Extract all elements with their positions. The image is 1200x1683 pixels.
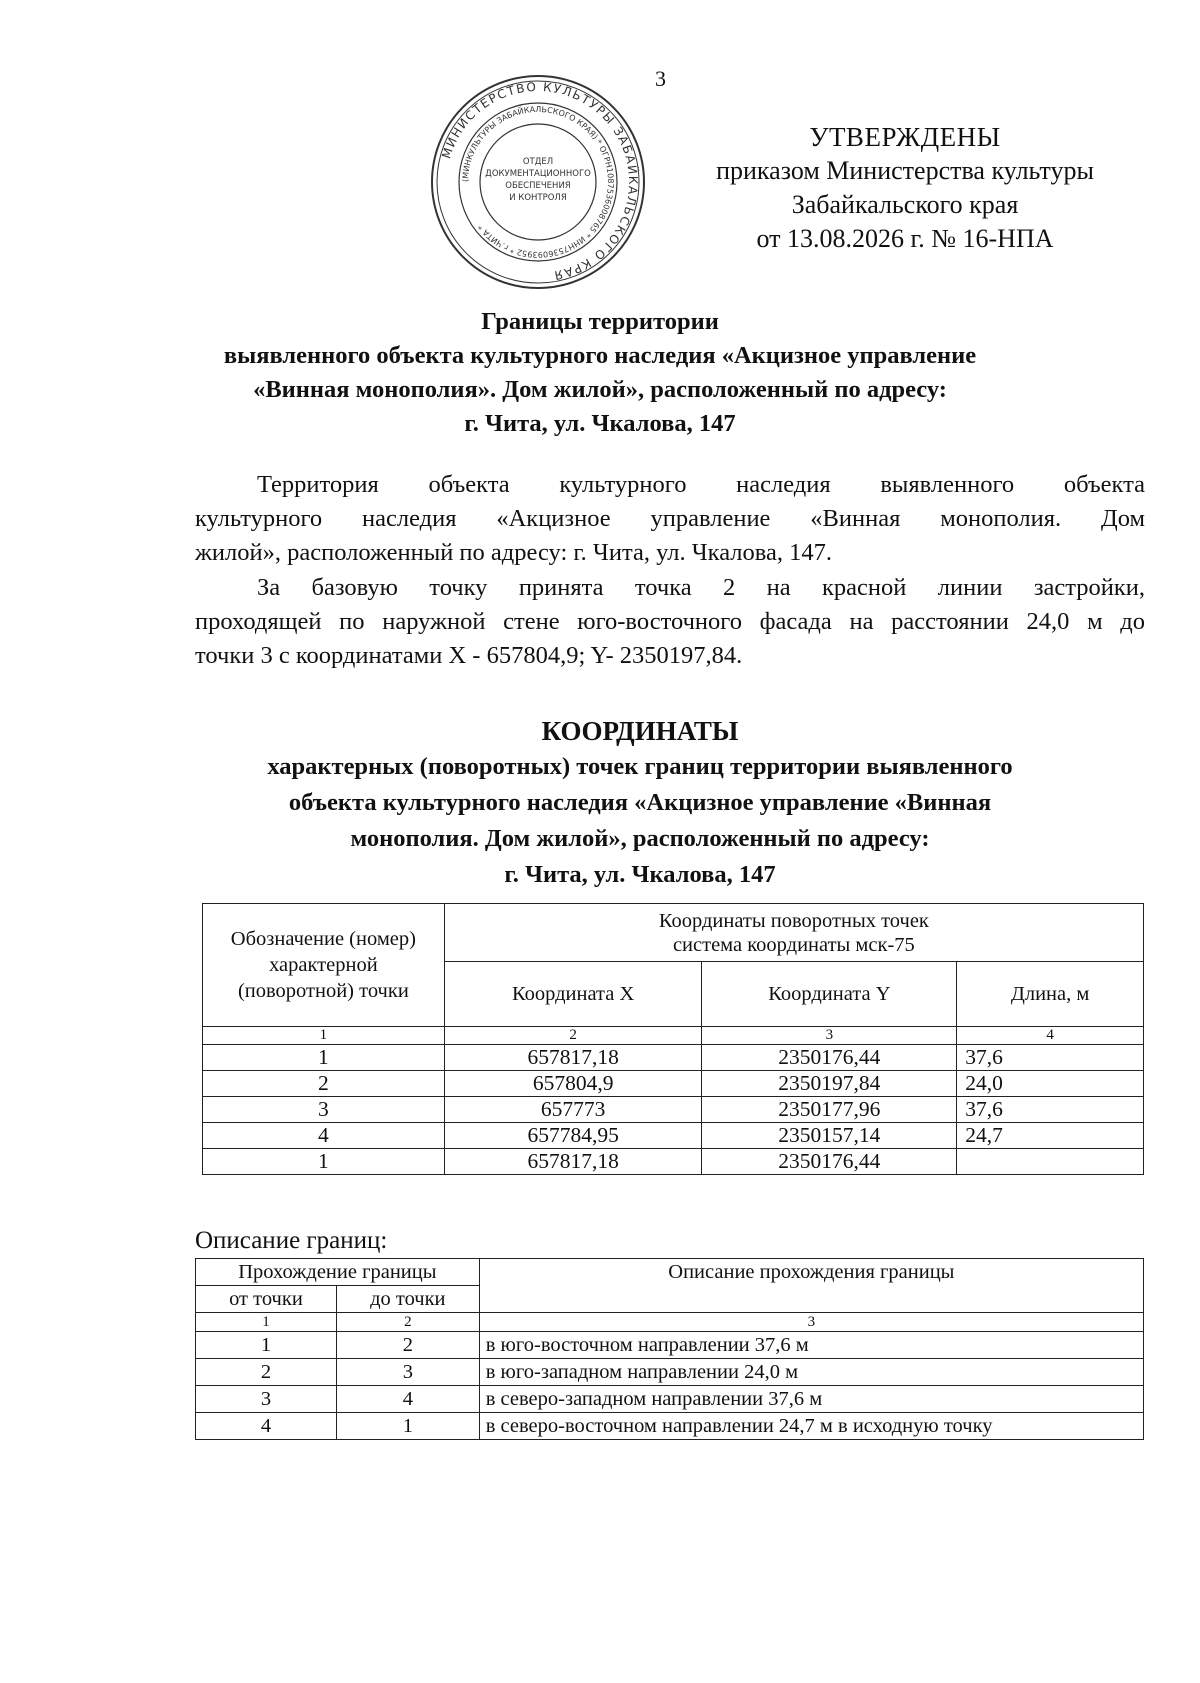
header-length: Длина, м (957, 962, 1144, 1027)
official-seal-stamp (428, 72, 648, 292)
coordinates-table (202, 903, 1144, 1175)
paragraph2-line-2: проходящей по наружной стене юго-восточного фасада на расстоянии 24,0 м до (195, 608, 1145, 635)
header-description: Описание прохождения границы (479, 1259, 1143, 1313)
page-number: 3 (655, 66, 666, 91)
description-label: Описание границ: (195, 1227, 388, 1254)
table-row: 2 3 в юго-западном направлении 24,0 м (196, 1359, 1144, 1386)
coordinates-heading: КООРДИНАТЫ (541, 716, 739, 746)
seal-center-line-1: ОТДЕЛ (522, 157, 554, 167)
coordinates-title (200, 713, 1080, 893)
seal-inner-ring-text: (МИНКУЛЬТУРЫ ЗАБАЙКАЛЬСКОГО КРАЯ) * ОГРН1087536008765 * ИНН7536093952 * г.ЧИТА * (460, 104, 616, 260)
approval-line-1: приказом Министерства культуры (716, 156, 1094, 185)
column-number-row: 1 2 3 4 (203, 1027, 1144, 1045)
coordinates-title-line-5: г. Чита, ул. Чкалова, 147 (504, 861, 776, 888)
paragraph1-line-1: Территория объекта культурного наследия выявленного объекта (257, 471, 1145, 498)
title-line-3: «Винная монополия». Дом жилой», расположенный по адресу: (253, 376, 947, 403)
seal-center-line-2: ДОКУМЕНТАЦИОННОГО (485, 169, 591, 179)
header-coordinate-x: Координата X (444, 962, 702, 1027)
coordinates-title-line-3: объекта культурного наследия «Акцизное управление «Винная (288, 789, 992, 816)
table-row: 1 657817,18 2350176,44 37,6 (203, 1045, 1144, 1071)
header-point-number: Обозначение (номер) характерной (поворотной) точки (203, 904, 445, 1027)
table-row: 3 4 в северо-западном направлении 37,6 м (196, 1386, 1144, 1413)
paragraph1-line-2: культурного наследия «Акцизное управление «Винная монополия. Дом (195, 505, 1145, 532)
column-number-row: 1 2 3 (196, 1313, 1144, 1332)
header-passage: Прохождение границы (196, 1259, 480, 1286)
table-row: 3 657773 2350177,96 37,6 (203, 1097, 1144, 1123)
coordinates-title-line-4: монополия. Дом жилой», расположенный по адресу: (350, 825, 930, 852)
paragraph2-line-1: За базовую точку принята точка 2 на красной линии застройки, (257, 574, 1145, 601)
header-coordinate-y: Координата Y (702, 962, 957, 1027)
paragraph-territory (195, 468, 1145, 570)
header-from-point: от точки (196, 1286, 337, 1313)
paragraph1-line-3: жилой», расположенный по адресу: г. Чита, ул. Чкалова, 147. (195, 539, 833, 566)
coordinates-title-line-2: характерных (поворотных) точек границ территории выявленного (267, 753, 1013, 780)
title-line-2: выявленного объекта культурного наследия «Акцизное управление (223, 342, 977, 369)
title-line-1: Границы территории (481, 308, 719, 335)
approval-heading: УТВЕРЖДЕНЫ (809, 122, 1001, 152)
header-to-point: до точки (336, 1286, 479, 1313)
approval-line-3: от 13.08.2026 г. № 16-НПА (756, 224, 1054, 253)
approval-line-2: Забайкальского края (791, 190, 1019, 219)
table-row: 4 657784,95 2350157,14 24,7 (203, 1123, 1144, 1149)
paragraph-base-point (195, 571, 1145, 673)
header-coordinates-group: Координаты поворотных точек система координаты мск-75 (444, 904, 1143, 962)
document-title (200, 305, 1000, 441)
title-line-4: г. Чита, ул. Чкалова, 147 (464, 410, 736, 437)
table-row: 1 2 в юго-восточном направлении 37,6 м (196, 1332, 1144, 1359)
seal-ring-text: МИНИСТЕРСТВО КУЛЬТУРЫ ЗАБАЙКАЛЬСКОГО КРАЯ (439, 79, 641, 283)
table-row: 2 657804,9 2350197,84 24,0 (203, 1071, 1144, 1097)
boundary-description-table (195, 1258, 1144, 1440)
seal-center-line-3: ОБЕСПЕЧЕНИЯ (505, 181, 571, 191)
seal-center-line-4: И КОНТРОЛЯ (509, 193, 567, 203)
table-row: 1 657817,18 2350176,44 (203, 1149, 1144, 1175)
approval-block (690, 120, 1120, 256)
paragraph2-line-3: точки 3 с координатами X - 657804,9; Y- 2350197,84. (195, 642, 743, 669)
table-row: 4 1 в северо-восточном направлении 24,7 м в исходную точку (196, 1413, 1144, 1440)
